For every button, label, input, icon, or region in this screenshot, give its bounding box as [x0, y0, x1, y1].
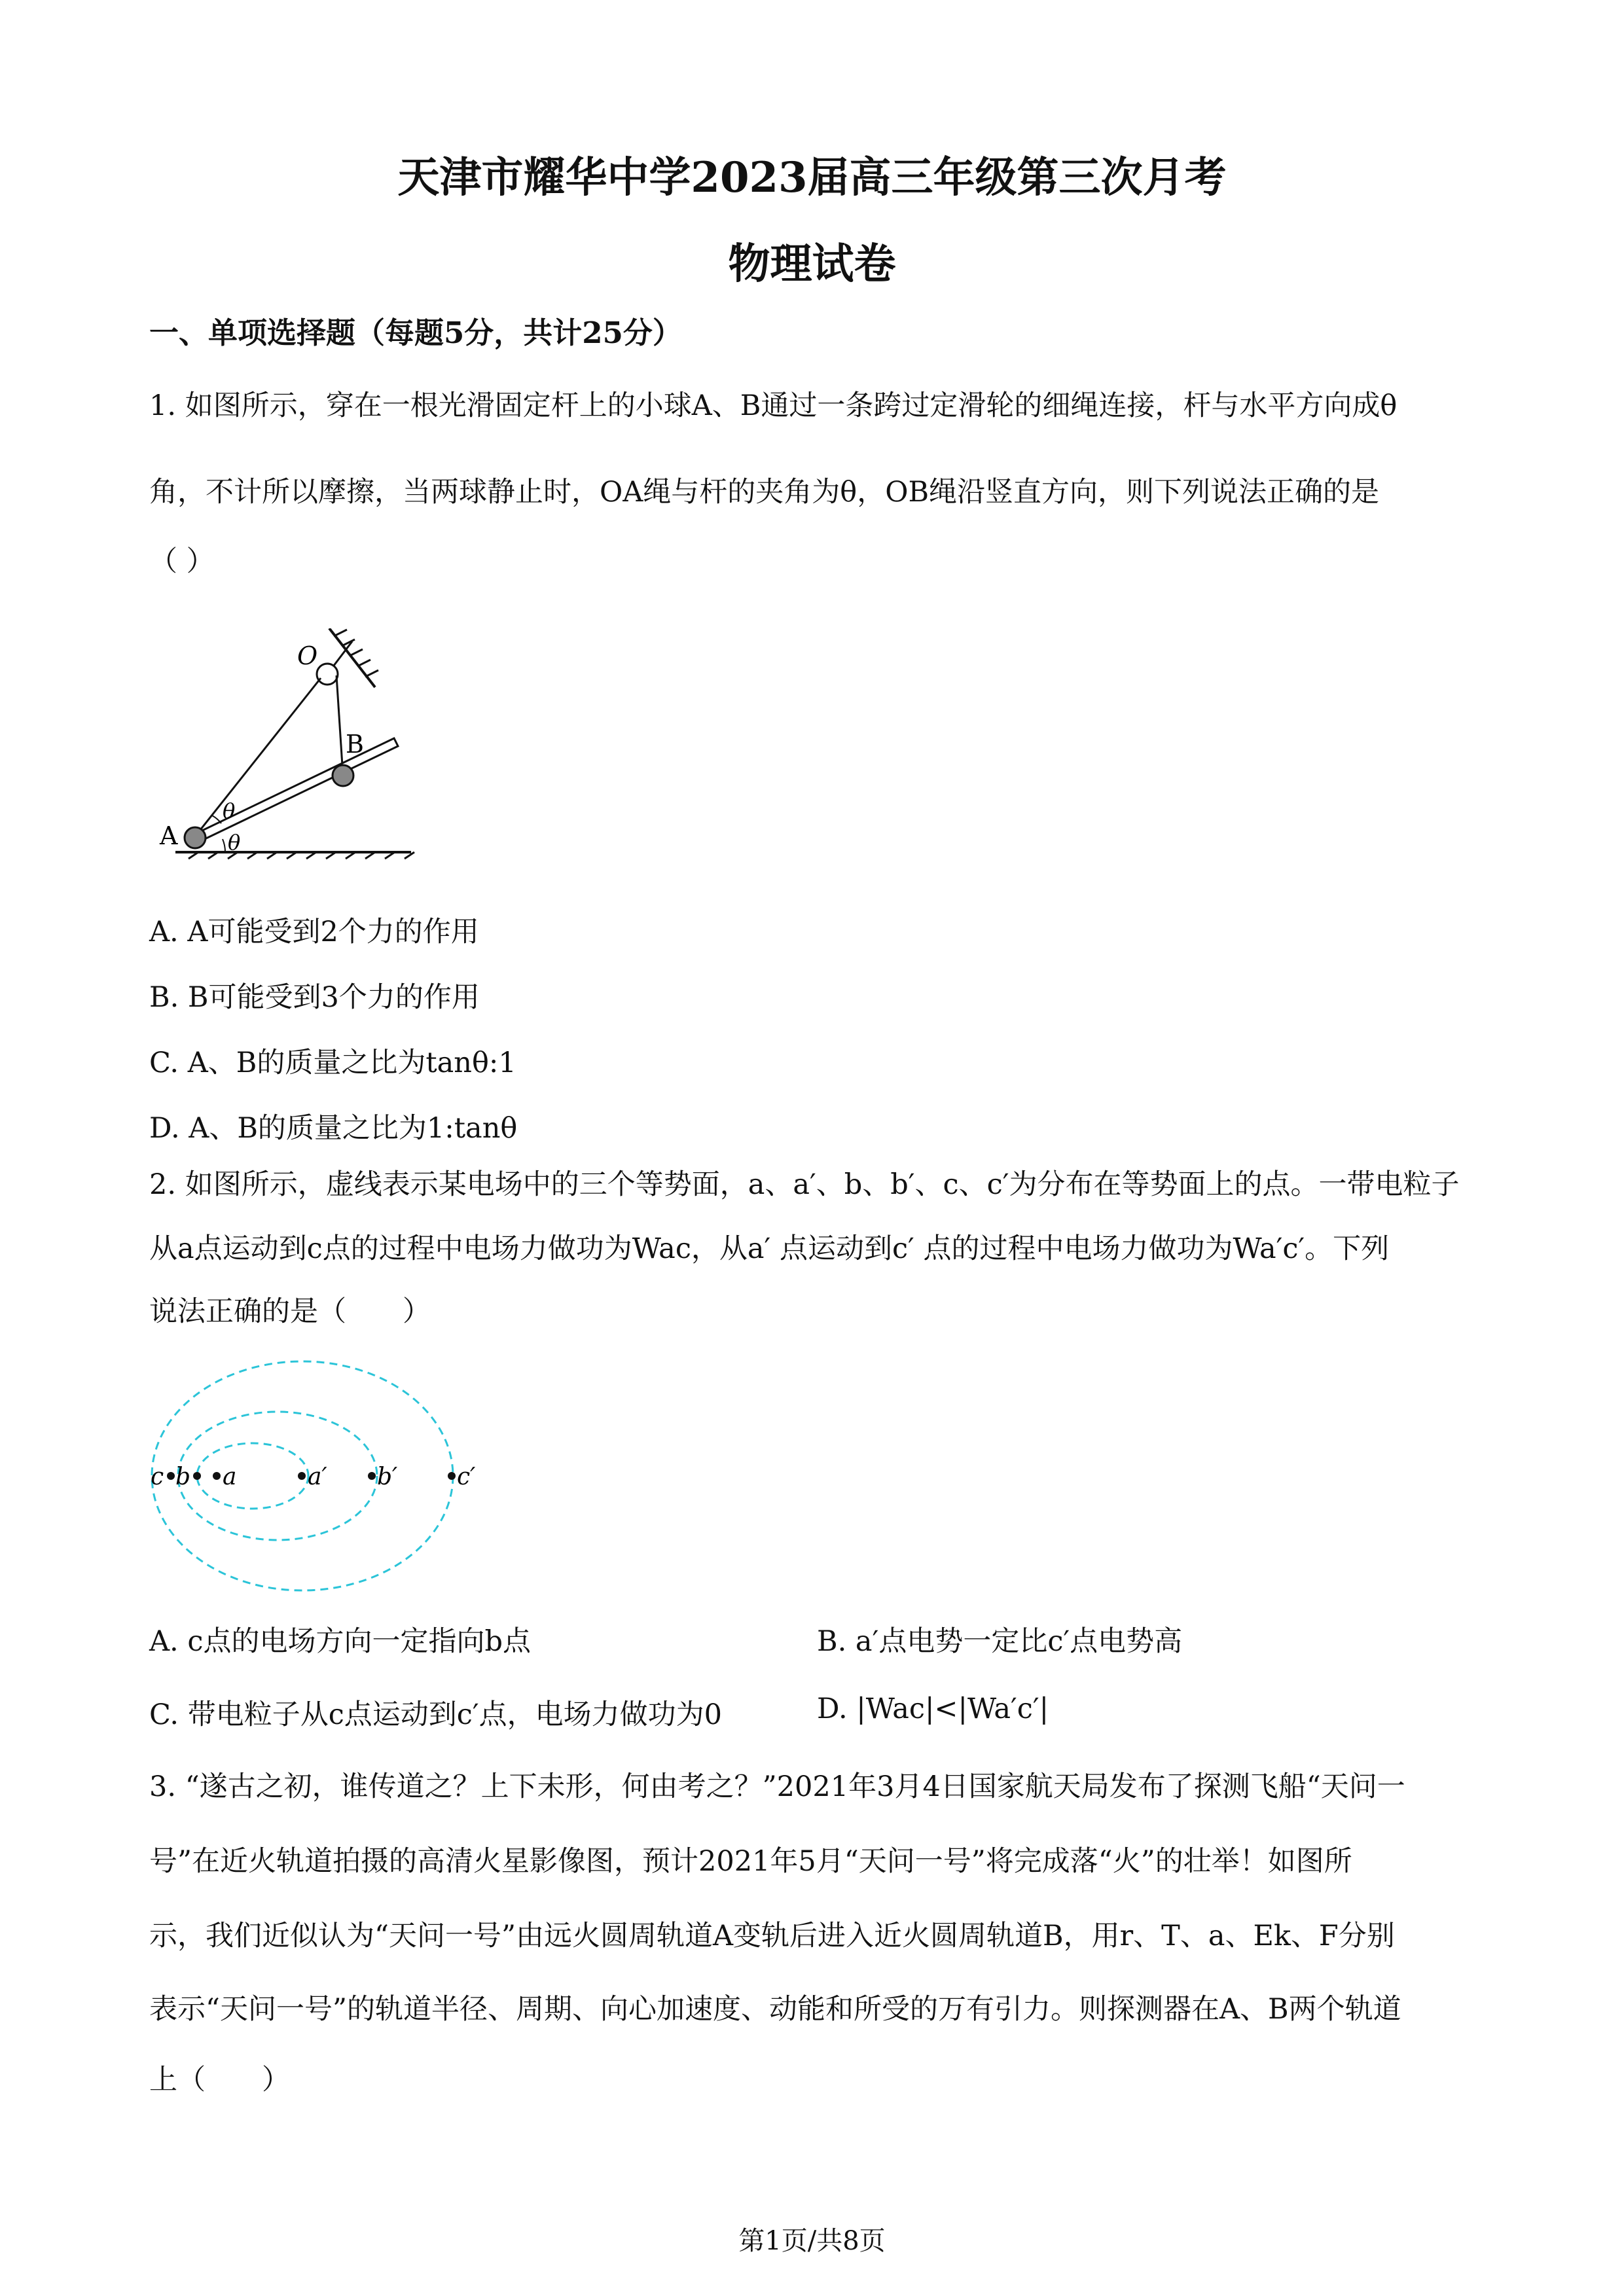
q2-text-line3: 说法正确的是（ ） — [149, 1295, 431, 1328]
page-number: 第1页/共8页 — [738, 2226, 886, 2256]
page-title: 天津市耀华中学2023届高三年级第三次月考 — [397, 153, 1227, 202]
q1-option-d: D. A、B的质量之比为1:tanθ — [149, 1112, 518, 1145]
q2-text-line2: 从a点运动到c点的过程中电场力做功为Wac，从a′ 点运动到c′ 点的过程中电场力做功为Wa′c′。下列 — [149, 1232, 1390, 1265]
q2-option-c: C. 带电粒子从c点运动到c′点，电场力做功为0 — [149, 1698, 722, 1731]
q1-fig-label-a: A — [160, 821, 178, 850]
page-subtitle: 物理试卷 — [728, 240, 896, 289]
q1-fig-theta-upper: θ — [223, 798, 236, 823]
q1-figure — [149, 628, 424, 864]
q2-option-a: A. c点的电场方向一定指向b点 — [149, 1625, 531, 1658]
q2-option-b: B. a′点电势一定比c′点电势高 — [817, 1625, 1183, 1658]
q1-option-c: C. A、B的质量之比为tanθ:1 — [149, 1047, 516, 1079]
q2-fig-label-c: c — [151, 1463, 164, 1490]
q1-text-line1: 1. 如图所示，穿在一根光滑固定杆上的小球A、B通过一条跨过定滑轮的细绳连接，杆与水平方向成θ — [149, 389, 1398, 422]
q3-text-line3: 示，我们近似认为“天问一号”由远火圆周轨道A变轨后进入近火圆周轨道B，用r、T、a、Ek、F分别 — [149, 1920, 1395, 1952]
q3-text-line1: 3. “遂古之初，谁传道之？上下未形，何由考之？”2021年3月4日国家航天局发布了探测飞船“天问一 — [149, 1770, 1405, 1803]
q1-text-line3: （ ） — [149, 545, 215, 578]
section-heading: 一、单项选择题（每题5分，共计25分） — [149, 315, 682, 350]
q3-text-line5: 上（ ） — [149, 2064, 290, 2096]
q3-text-line4: 表示“天问一号”的轨道半径、周期、向心加速度、动能和所受的万有引力。则探测器在A、B两个轨道 — [149, 1993, 1401, 2026]
q2-text-line1: 2. 如图所示，虚线表示某电场中的三个等势面，a、a′、b、b′、c、c′为分布在等势面上的点。一带电粒子 — [149, 1168, 1460, 1201]
q2-fig-label-a: a — [223, 1463, 237, 1490]
q2-fig-label-b: b — [175, 1463, 191, 1490]
q1-option-b: B. B可能受到3个力的作用 — [149, 981, 480, 1014]
q2-fig-label-b-prime: b′ — [377, 1463, 398, 1490]
q2-option-d: D. |Wac|<|Wa′c′| — [817, 1693, 1049, 1725]
q2-figure — [149, 1355, 542, 1604]
q1-option-a: A. A可能受到2个力的作用 — [149, 916, 479, 948]
q1-fig-label-o: O — [297, 641, 318, 670]
q1-text-line2: 角，不计所以摩擦，当两球静止时，OA绳与杆的夹角为θ，OB绳沿竖直方向，则下列说法正确的是 — [149, 476, 1380, 509]
q2-fig-label-a-prime: a′ — [308, 1463, 327, 1490]
q3-text-line2: 号”在近火轨道拍摄的高清火星影像图，预计2021年5月“天问一号”将完成落“火”的壮举！如图所 — [149, 1845, 1352, 1878]
q1-fig-theta-lower: θ — [228, 830, 241, 855]
q1-fig-label-b: B — [346, 730, 364, 759]
q2-fig-label-c-prime: c′ — [457, 1463, 476, 1490]
